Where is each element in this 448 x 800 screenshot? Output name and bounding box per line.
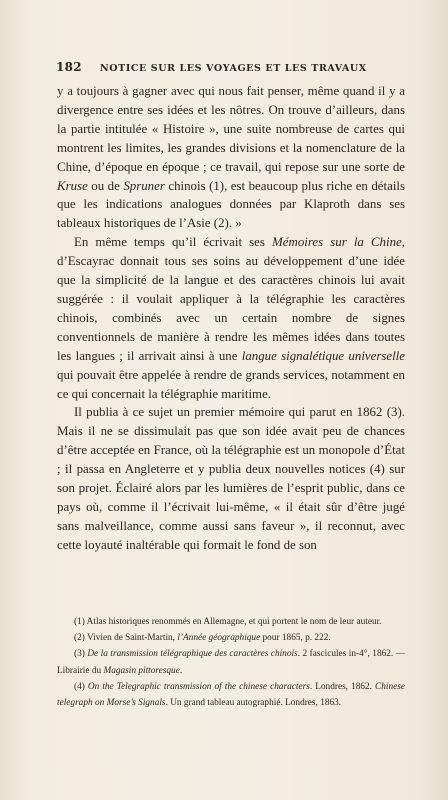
text-segment: (4) [74, 681, 88, 692]
text-segment: (3) [74, 649, 88, 660]
italic-title: Magasin pittoresque [103, 665, 180, 676]
text-segment: , d’Escayrac donnait tous ses soins au développement d’une idée que la simplicité de la langue et des caractères chinois lui avait suggérée : il voulait appliquer à la télégraphie les caractères chinois, combinés avec un certain nombre de signes conventionnels de manière à rendre les mêmes idées dans toutes les langues ; il arrivait ainsi à une [57, 235, 405, 363]
running-head: NOTICE SUR LES VOYAGES ET LES TRAVAUX [100, 63, 367, 74]
footnote-1 [57, 614, 405, 630]
paragraph-3 [57, 403, 405, 554]
text-segment: chinois (1), est beaucoup plus riche en détails que les indications analogues données par Klaproth dans ses tableaux historiques de l’Asie (2). » [57, 178, 405, 231]
text-segment: . 2 fascicules in-4°, 1862. — Librairie du [57, 649, 406, 676]
italic-title: On the Telegraphic transmission of the chinese characters [87, 681, 310, 692]
text-segment: En même temps qu’il écrivait ses [74, 235, 273, 250]
italic-term-spruner: Spruner [123, 178, 165, 193]
italic-title: De la transmission télégraphique des caractères chinois [87, 649, 298, 660]
text-segment: qui pouvait être appelée à rendre de grands services, notamment en ce qui concernait la télégraphie maritime. [57, 367, 405, 401]
text-segment: . Un grand tableau autographié. Londres, 1863. [165, 698, 342, 709]
footnote-3 [57, 646, 405, 678]
italic-term-kruse: Kruse [57, 178, 88, 193]
italic-title: Chinese telegraph on Morse’s Signals [57, 681, 405, 709]
italic-title-memoires: Mémoires sur la Chine [272, 235, 402, 250]
italic-term-langue: langue signalétique universelle [241, 348, 405, 363]
paragraph-2 [57, 233, 405, 403]
main-text [57, 82, 405, 555]
text-segment: . Londres, 1862. [309, 681, 376, 692]
paragraph-1 [57, 82, 405, 233]
text-segment: y a toujours à gagner avec qui nous fait penser, même quand il y a divergence entre ses idées et les nôtres. On trouve d’ailleurs, dans la partie intitulée « Histoire », une suite nombreuse de cartes qui montrent les limites, les grandes divisions et la nomenclature de la Chine, d’époque en époque ; ce travail, qui repose sur une sorte de [57, 84, 405, 174]
text-segment: . [179, 665, 183, 676]
italic-title: l’Année géographique [177, 633, 261, 644]
page-header [56, 60, 406, 74]
text-segment: (2) Vivien de Saint-Martin, [74, 633, 178, 644]
text-segment: (1) Atlas historiques renommés en Allemagne, et qui portent le nom de leur auteur. [74, 617, 382, 627]
text-segment: pour 1865, p. 222. [260, 633, 331, 644]
footnote-2 [57, 630, 405, 646]
footnote-4 [57, 679, 405, 711]
text-segment: ou de [87, 178, 124, 193]
footnotes [57, 614, 405, 711]
text-segment: Il publia à ce sujet un premier mémoire qui parut en 1862 (3). Mais il ne se dissimulait pas que son idée avait peu de chances d’être acceptée en France, où la télégraphie est un monopole d’État ; il passa en Angleterre et y publia deux nouvelles notices (4) sur son projet. Éclairé alors par les lumières de l’esprit public, dans ce pays où, comme il l’écrivait lui-même, « il était sûr d’être jugé sans malveillance, comme aussi sans faveur », il reconnut, avec cette loyauté inaltérable qui formait le fond de son [57, 405, 405, 552]
page-number: 182 [56, 60, 82, 74]
